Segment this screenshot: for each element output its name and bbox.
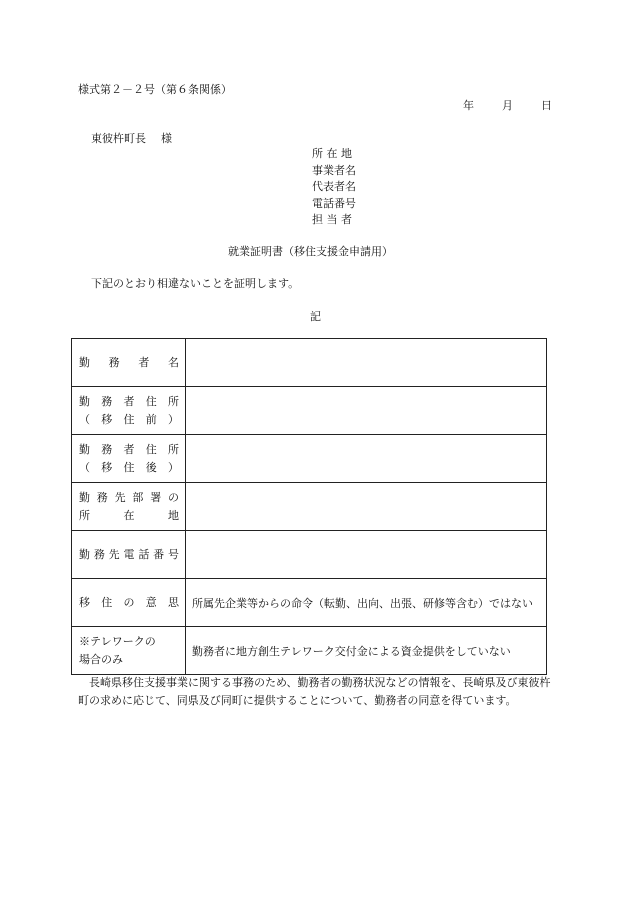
table-row bbox=[72, 435, 547, 483]
row-value bbox=[186, 531, 547, 579]
date-year: 年 bbox=[463, 99, 474, 112]
row-label bbox=[72, 531, 186, 579]
document-title: 就業証明書（移住支援金申請用） bbox=[228, 245, 393, 258]
table-row bbox=[72, 387, 547, 435]
form-number: 様式第２－２号（第６条関係） bbox=[78, 83, 232, 96]
date-line bbox=[463, 97, 552, 113]
table-row bbox=[72, 627, 547, 675]
row-label-line: 勤務者住所 bbox=[79, 442, 179, 456]
date-day: 日 bbox=[541, 99, 552, 112]
applicant-field-business-name: 事業者名 bbox=[312, 163, 356, 177]
addressee-honorific: 様 bbox=[161, 132, 172, 145]
row-value bbox=[186, 435, 547, 483]
applicant-field-contact-person: 担 当 者 bbox=[312, 213, 352, 226]
row-label-line: （ 移 住 前 ） bbox=[79, 412, 179, 426]
row-value: 所属先企業等からの命令（転勤、出向、出張、研修等含む）ではない bbox=[186, 579, 547, 627]
applicant-field-address: 所 在 地 bbox=[312, 147, 352, 160]
row-value bbox=[186, 387, 547, 435]
row-label-line: 勤務先電話番号 bbox=[79, 547, 179, 561]
row-label bbox=[72, 435, 186, 483]
row-value: 勤務者に地方創生テレワーク交付金による資金提供をしていない bbox=[186, 627, 547, 675]
employment-detail-table bbox=[71, 338, 547, 675]
table-row bbox=[72, 531, 547, 579]
date-month: 月 bbox=[502, 99, 513, 112]
row-label bbox=[72, 627, 186, 675]
table-row bbox=[72, 483, 547, 531]
applicant-block bbox=[312, 146, 356, 229]
row-label-line: 勤務先部署の bbox=[79, 490, 179, 504]
row-label bbox=[72, 339, 186, 387]
row-label-line: 勤務者住所 bbox=[79, 394, 179, 408]
row-label bbox=[72, 387, 186, 435]
row-label-line: 勤 務 者 名 bbox=[79, 355, 179, 369]
row-value bbox=[186, 483, 547, 531]
addressee-name: 東彼杵町長 bbox=[91, 132, 146, 145]
row-label bbox=[72, 579, 186, 627]
row-value bbox=[186, 339, 547, 387]
addressee bbox=[91, 130, 172, 146]
row-label bbox=[72, 483, 186, 531]
applicant-field-representative: 代表者名 bbox=[312, 180, 356, 193]
row-label-line: （ 移 住 後 ） bbox=[79, 460, 179, 474]
applicant-field-phone: 電話番号 bbox=[312, 196, 356, 210]
row-label-line: 所 在 地 bbox=[79, 508, 179, 522]
row-label-line: 移 住 の 意 思 bbox=[79, 595, 179, 609]
consent-note: 長崎県移住支援事業に関する事務のため、勤務者の勤務状況などの情報を、長崎県及び東彼杵町の求めに応じて、同県及び同町に提供することについて、勤務者の同意を得ています。 bbox=[78, 676, 551, 707]
row-label-line: 場合のみ bbox=[79, 652, 123, 666]
ki-marker: 記 bbox=[310, 310, 321, 323]
table-row bbox=[72, 339, 547, 387]
row-label-line: ※テレワークの bbox=[79, 634, 156, 648]
intro-text: 下記のとおり相違ないことを証明します。 bbox=[91, 277, 300, 290]
table-row bbox=[72, 579, 547, 627]
